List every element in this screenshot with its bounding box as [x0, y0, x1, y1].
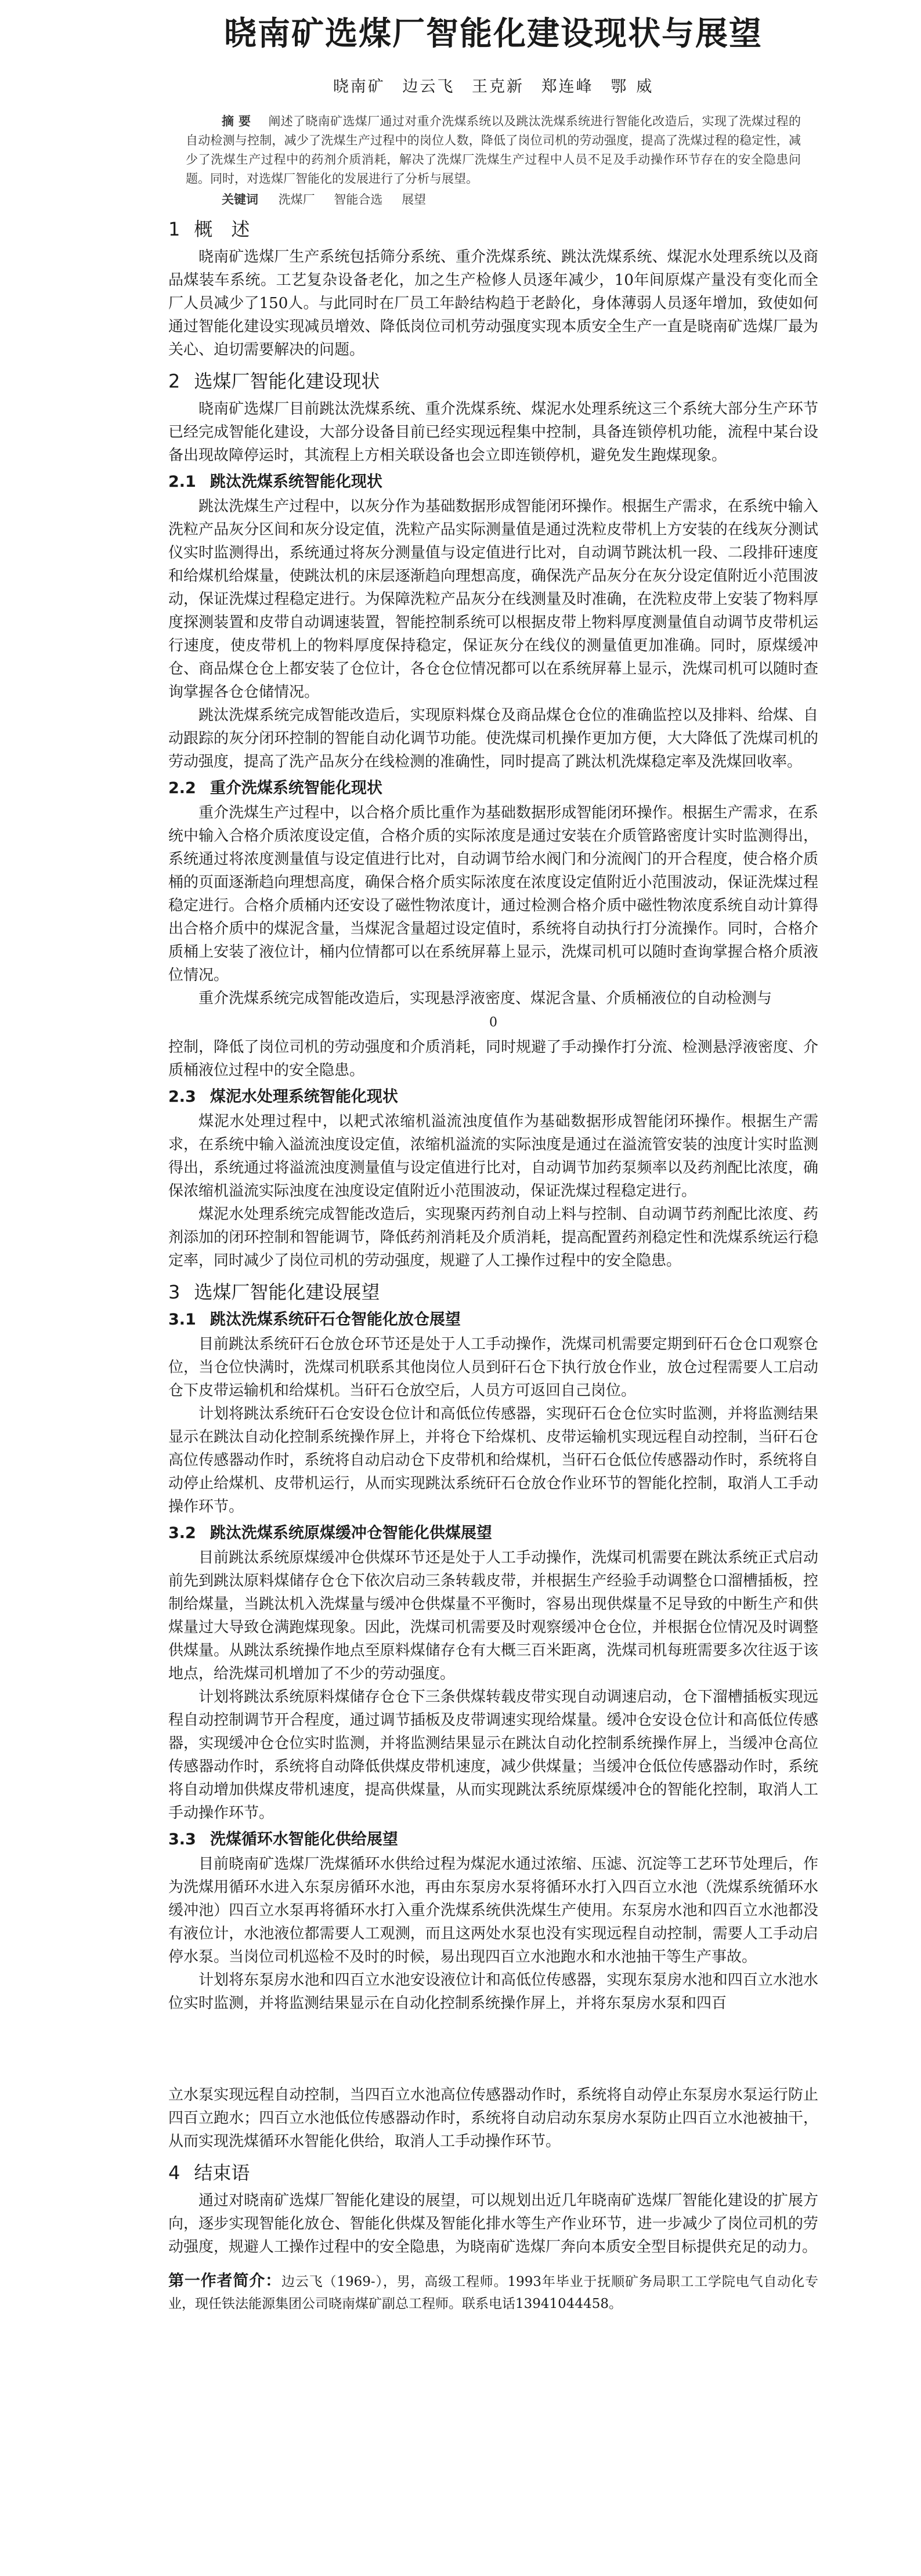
paragraph: 晓南矿选煤厂生产系统包括筛分系统、重介洗煤系统、跳汰洗煤系统、煤泥水处理系统以及商品煤装车系统。工艺复杂设备老化，加之生产检修人员逐年减少，10年间原煤产量没有变化而全厂人员减少了150人。与此同时在厂员工年龄结构趋于老龄化，身体薄弱人员逐年增加，致使如何通过智能化建设实现减员增效、降低岗位司机劳动强度实现本质安全生产一直是晓南矿选煤厂最为关心、迫切需要解决的问题。: [168, 248, 818, 359]
keyword: 智能合选: [334, 193, 383, 207]
author-name: 王克新: [472, 78, 524, 96]
subsection-heading: 2.2 重介洗煤系统智能化现状: [168, 779, 382, 797]
author-affiliation: 晓南矿: [333, 78, 385, 96]
subsection-heading: 2.1 跳汰洗煤系统智能化现状: [168, 473, 382, 491]
paper-title: 晓南矿选煤厂智能化建设现状与展望: [224, 15, 763, 53]
section-heading: 2 选煤厂智能化建设现状: [168, 370, 380, 392]
author-name: 郑连峰: [541, 78, 594, 96]
paragraph: 目前晓南矿选煤厂洗煤循环水供给过程为煤泥水通过浓缩、压滤、沉淀等工艺环节处理后，作为洗煤用循环水进入东泵房循环水池，再由东泵房水泵将循环水打入四百立水池（洗煤系统循环水缓冲池）四百立水泵再将循环水打入重介洗煤系统供洗煤生产使用。东泵房水池和四百立水池都没有液位计，水池液位都需要人工观测，而且这两处水泵也没有实现远程自动控制，需要人工手动启停水泵。当岗位司机巡检不及时的时候，易出现四百立水池跑水和水池抽干等生产事故。: [168, 1855, 818, 1966]
paragraph: 煤泥水处理系统完成智能改造后，实现聚丙药剂自动上料与控制、自动调节药剂配比浓度、药剂添加的闭环控制和智能调节，降低药剂消耗及介质消耗，提高配置药剂稳定性和洗煤系统运行稳定率，同时减少了岗位司机的劳动强度，规避了人工操作过程中的安全隐患。: [168, 1206, 818, 1269]
paragraph: 计划将跳汰系统矸石仓安设仓位计和高低位传感器，实现矸石仓仓位实时监测，并将监测结果显示在跳汰自动化控制系统操作屏上，并将仓下给煤机、皮带运输机实现远程自动控制，当矸石仓高位传感器动作时，系统将自动启动仓下皮带机和给煤机，当矸石仓低位传感器动作时，系统将自动停止给煤机、皮带机运行，从而实现跳汰系统矸石仓放仓作业环节的智能化控制，取消人工手动操作环节。: [168, 1405, 818, 1515]
paragraph: 煤泥水处理过程中，以耙式浓缩机溢流浊度值作为基础数据形成智能闭环操作。根据生产需求，在系统中输入溢流浊度设定值，浓缩机溢流的实际浊度是通过在溢流管安装的浊度计实时监测得出，系统通过将溢流浊度测量值与设定值进行比对，自动调节加药泵频率以及药剂配比浓度，确保浓缩机溢流实际浊度在浊度设定值附近小范围波动，保证洗煤过程稳定进行。: [168, 1113, 818, 1200]
paragraph: 晓南矿选煤厂目前跳汰洗煤系统、重介洗煤系统、煤泥水处理系统这三个系统大部分生产环节已经完成智能化建设，大部分设备目前已经实现远程集中控制，具备连锁停机功能，流程中某台设备出现故障停运时，其流程上方相关联设备也会立即连锁停机，避免发生跑煤现象。: [168, 400, 818, 464]
keyword: 展望: [402, 193, 427, 207]
section-heading: 3 选煤厂智能化建设展望: [168, 1281, 380, 1303]
paragraph: 控制，降低了岗位司机的劳动强度和介质消耗，同时规避了手动操作打分流、检测悬浮液密度、介质桶液位过程中的安全隐患。: [168, 1039, 818, 1079]
paragraph: 重介洗煤生产过程中，以合格介质比重作为基础数据形成智能闭环操作。根据生产需求，在系统中输入合格介质浓度设定值，合格介质的实际浓度是通过安装在介质管路密度计实时监测得出，系统通过将浓度测量值与设定值进行比对，自动调节给水阀门和分流阀门的开合程度，使合格介质桶的页面逐渐趋向理想高度，确保合格介质实际浓度在浓度设定值附近小范围波动，保证洗煤过程稳定进行。合格介质桶内还安设了磁性物浓度计，通过检测合格介质中磁性物浓度系统自动计算得出合格介质中的煤泥含量，当煤泥含量超过设定值时，系统将自动执行打分流操作。同时，合格介质桶上安装了液位计，桶内位情都可以在系统屏幕上显示，洗煤司机可以随时查询掌握合格介质液位情况。: [168, 804, 818, 984]
author-bio-label: 第一作者简介：: [168, 2272, 281, 2290]
keywords-label: 关键词: [222, 192, 258, 207]
abstract-label: 摘 要: [222, 114, 251, 128]
abstract-text: 阐述了晓南矿选煤厂通过对重介洗煤系统以及跳汰洗煤系统进行智能化改造后，实现了洗煤过程的自动检测与控制，减少了洗煤生产过程中的岗位人数，降低了岗位司机的劳动强度，提高了洗煤过程的稳定性，减少了洗煤生产过程中的药剂介质消耗，解决了洗煤厂洗煤生产过程中人员不足及手动操作环节存在的安全隐患问题。同时，对选煤厂智能化的发展进行了分析与展望。: [186, 114, 801, 186]
paragraph: 重介洗煤系统完成智能改造后，实现悬浮液密度、煤泥含量、介质桶液位的自动检测与: [198, 990, 772, 1007]
paragraph: 计划将跳汰系统原料煤储存仓仓下三条供煤转载皮带实现自动调速启动，仓下溜槽插板实现远程自动控制调节开合程度，通过调节插板及皮带调速实现给煤量。缓冲仓安设仓位计和高低位传感器，实现缓冲仓仓位实时监测，并将监测结果显示在跳汰自动化控制系统操作屏上，当缓冲仓高位传感器动作时，系统将自动降低供煤皮带机速度，减少供煤量；当缓冲仓低位传感器动作时，系统将自动增加供煤皮带机速度，提高供煤量，从而实现跳汰系统原煤缓冲仓的智能化控制，取消人工手动操作环节。: [168, 1688, 818, 1822]
paragraph: 立水泵实现远程自动控制，当四百立水池高位传感器动作时，系统将自动停止东泵房水泵运行防止四百立跑水；四百立水池低位传感器动作时，系统将自动启动东泵房水泵防止四百立水池被抽干，从而实现洗煤循环水智能化供给，取消人工手动操作环节。: [168, 2086, 818, 2150]
keywords: [186, 190, 801, 209]
page-number: 0: [489, 1015, 497, 1030]
paragraph: 跳汰洗煤系统完成智能改造后，实现原料煤仓及商品煤仓仓位的准确监控以及排料、给煤、自动跟踪的灰分闭环控制的智能自动化调节功能。使洗煤司机操作更加方便，大大降低了洗煤司机的劳动强度，提高了洗产品灰分在线检测的准确性，同时提高了跳汰机洗煤稳定率及洗煤回收率。: [168, 707, 818, 770]
paragraph: 目前跳汰系统矸石仓放仓环节还是处于人工手动操作，洗煤司机需要定期到矸石仓仓口观察仓位，当仓位快满时，洗煤司机联系其他岗位人员到矸石仓下执行放仓作业，放仓过程需要人工启动仓下皮带运输机和给煤机。当矸石仓放空后，人员方可返回自己岗位。: [168, 1336, 818, 1399]
section-heading: 4 结束语: [168, 2162, 250, 2184]
author-line: [168, 75, 818, 99]
author-name: 威: [636, 78, 654, 96]
paragraph: 目前跳汰系统原煤缓冲仓供煤环节还是处于人工手动操作，洗煤司机需要在跳汰系统正式启动前先到跳汰原料煤储存仓仓下依次启动三条转载皮带，并根据生产经验手动调整仓口溜槽插板，控制给煤量，当跳汰机入洗煤量与缓冲仓供煤量不平衡时，容易出现供煤量不足导致的中断生产和供煤量过大导致仓满跑煤现象。因此，洗煤司机需要及时观察缓冲仓仓位，并根据仓位情况及时调整供煤量。从跳汰系统操作地点至原料煤储存仓有大概三百米距离，洗煤司机每班需要多次往返于该地点，给洗煤司机增加了不少的劳动强度。: [168, 1549, 818, 1683]
paper-column: [168, 10, 818, 2315]
abstract: [186, 111, 801, 189]
paragraph: 计划将东泵房水池和四百立水池安设液位计和高低位传感器，实现东泵房水池和四百立水池水位实时监测，并将监测结果显示在自动化控制系统操作屏上，并将东泵房水泵和四百: [168, 1971, 818, 2012]
author-bio-text: 边云飞（1969-），男，高级工程师。1993年毕业于抚顺矿务局职工工学院电气自动化专业，现任铁法能源集团公司晓南煤矿副总工程师。联系电话13941044458。: [168, 2274, 819, 2311]
paragraph: 通过对晓南矿选煤厂智能化建设的展望，可以规划出近几年晓南矿选煤厂智能化建设的扩展方向，逐步实现智能化放仓、智能化供煤及智能化排水等生产作业环节，进一步减少了岗位司机的劳动强度，规避人工操作过程中的安全隐患，为晓南矿选煤厂奔向本质安全型目标提供充足的动力。: [168, 2192, 818, 2256]
author-bio: [168, 2270, 818, 2315]
keyword: 洗煤厂: [278, 193, 315, 207]
author-name: 边云飞: [402, 78, 455, 96]
subsection-heading: 3.2 跳汰洗煤系统原煤缓冲仓智能化供煤展望: [168, 1524, 492, 1542]
subsection-heading: 2.3 煤泥水处理系统智能化现状: [168, 1088, 398, 1106]
page-break-gap: [168, 2015, 818, 2083]
section-heading: 1 概 述: [168, 218, 250, 240]
subsection-heading: 3.1 跳汰洗煤系统矸石仓智能化放仓展望: [168, 1311, 461, 1329]
author-name: 鄂: [611, 78, 629, 96]
paragraph: 跳汰洗煤生产过程中，以灰分作为基础数据形成智能闭环操作。根据生产需求，在系统中输入洗粒产品灰分区间和灰分设定值，洗粒产品实际测量值是通过洗粒皮带机上方安装的在线灰分测试仪实时监测得出，系统通过将灰分测量值与设定值进行比对，自动调节跳汰机一段、二段排矸速度和给煤机给煤量，使跳汰机的床层逐渐趋向理想高度，确保洗产品灰分在灰分设定值附近小范围波动，保证洗煤过程稳定进行。为保障洗粒产品灰分在线测量及时准确，在洗粒皮带上安装了物料厚度探测装置和皮带自动调速装置，智能控制系统可以根据皮带上物料厚度测量值自动调节皮带机运行速度，使皮带机上的物料厚度保持稳定，保证灰分在线仪的测量值更加准确。同时，原煤缓冲仓、商品煤仓仓上都安装了仓位计，各仓仓位情况都可以在系统屏幕上显示，洗煤司机可以随时查询掌握各仓仓储情况。: [168, 498, 818, 701]
subsection-heading: 3.3 洗煤循环水智能化供给展望: [168, 1830, 398, 1848]
